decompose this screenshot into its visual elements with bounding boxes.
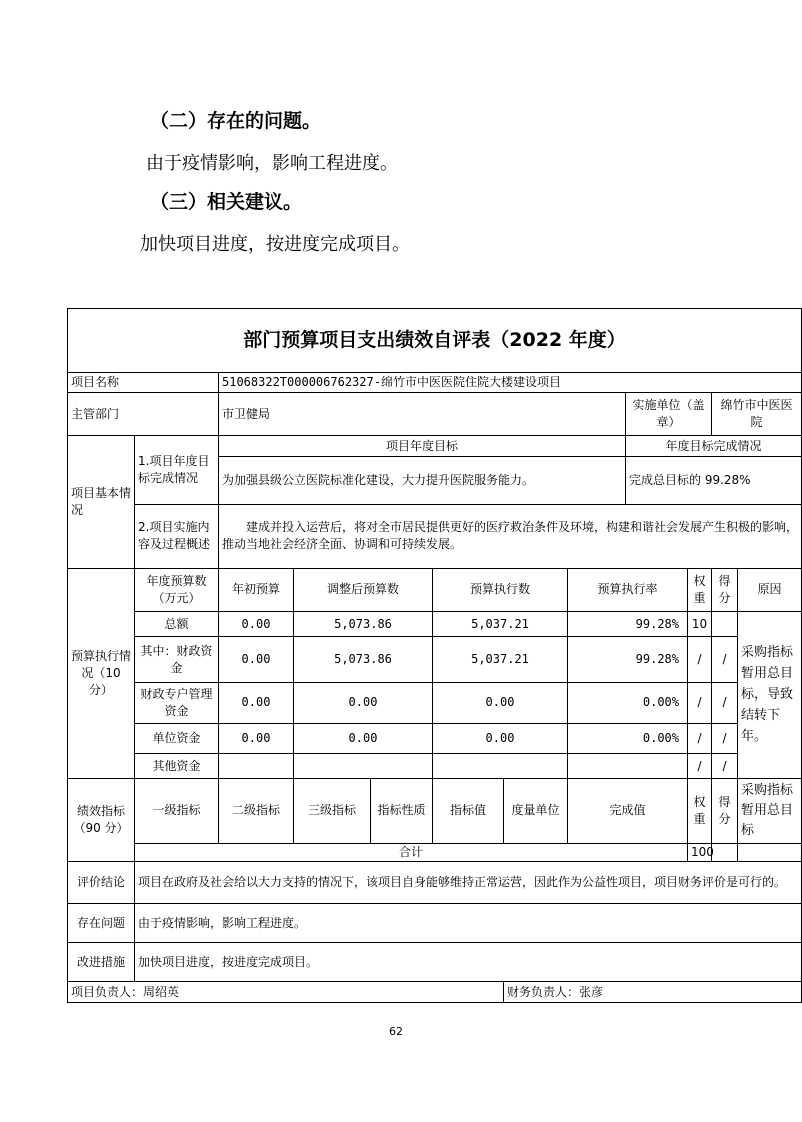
budget-header-rate: 预算执行率 (568, 568, 688, 611)
budget-row-score: / (712, 682, 738, 723)
budget-label: 预算执行情况（10 分） (68, 568, 135, 778)
perf-label: 绩效指标（90 分） (68, 779, 135, 862)
impl-unit-label: 实施单位（盖章） (626, 393, 712, 436)
impl-unit-value: 绵竹市中医医院 (712, 393, 802, 436)
conclusion-text: 项目在政府及社会给以大力支持的情况下，该项目自身能够维持正常运营，因此作为公益性项目，项目财务评价是可行的。 (135, 862, 802, 904)
budget-row-weight: 10 (688, 611, 712, 637)
budget-row-rate: 0.00% (568, 682, 688, 723)
budget-header-initial: 年初预算 (219, 568, 294, 611)
budget-row-score (712, 611, 738, 637)
budget-row-name: 其他资金 (135, 754, 219, 779)
problems-heading: （二）存在的问题。 (150, 110, 322, 132)
budget-row-weight: / (688, 754, 712, 779)
perf-header-level1: 一级指标 (135, 779, 219, 844)
content-text: 建成并投入运营后，将对全市居民提供更好的医疗救治条件及环境，构建和谐社会发展产生积极的影响，推动当地社会经济全面、协调和可持续发展。 (219, 505, 802, 569)
budget-row-weight: / (688, 637, 712, 682)
budget-header-adjusted: 调整后预算数 (294, 568, 433, 611)
budget-row-rate: 0.00% (568, 723, 688, 754)
budget-row-adjusted: 5,073.86 (294, 637, 433, 682)
budget-row-name: 单位资金 (135, 723, 219, 754)
basic-info-label: 项目基本情况 (68, 436, 135, 568)
budget-row-executed: 0.00 (433, 682, 568, 723)
perf-reason: 采购指标暂用总目标 (738, 779, 802, 844)
budget-reason: 采购指标暂用总目标，导致结转下年。 (738, 611, 802, 778)
budget-row-initial: 0.00 (219, 637, 294, 682)
budget-row-initial (219, 754, 294, 779)
suggestions-text: 加快项目进度，按进度完成项目。 (140, 234, 410, 255)
finance-lead: 财务负责人：张彦 (504, 982, 802, 1003)
perf-header-level2: 二级指标 (219, 779, 294, 844)
form-title: 部门预算项目支出绩效自评表（2022 年度） (68, 309, 802, 373)
project-name-label: 项目名称 (68, 372, 219, 393)
completion-text: 完成总目标的 99.28% (626, 456, 802, 504)
page-number: 62 (389, 1025, 403, 1038)
budget-row-adjusted: 5,073.86 (294, 611, 433, 637)
perf-header-value: 指标值 (433, 779, 504, 844)
budget-row-initial: 0.00 (219, 723, 294, 754)
budget-row-executed: 5,037.21 (433, 637, 568, 682)
total-reason (738, 843, 802, 861)
project-lead: 项目负责人：周绍英 (68, 982, 504, 1003)
budget-row-name: 其中：财政资金 (135, 637, 219, 682)
perf-header-level3: 三级指标 (294, 779, 371, 844)
problems-text: 由于疫情影响，影响工程进度。 (146, 153, 398, 174)
goal-completion-label: 1.项目年度目标完成情况 (135, 436, 219, 505)
budget-header-score: 得分 (712, 568, 738, 611)
perf-header-weight: 权重 (688, 779, 712, 844)
budget-header-year: 年度预算数（万元） (135, 568, 219, 611)
perf-header-unit: 度量单位 (504, 779, 568, 844)
improve-label: 改进措施 (68, 943, 135, 982)
perf-header-score: 得分 (712, 779, 738, 844)
budget-row-adjusted: 0.00 (294, 682, 433, 723)
budget-row-rate: 99.28% (568, 611, 688, 637)
issues-label: 存在问题 (68, 904, 135, 943)
suggestions-heading: （三）相关建议。 (150, 191, 303, 213)
project-name-value: 51068322T000006762327-绵竹市中医医院住院大楼建设项目 (219, 372, 802, 393)
total-score (712, 843, 738, 861)
goal-text: 为加强县级公立医院标准化建设，大力提升医院服务能力。 (219, 456, 626, 504)
budget-header-executed: 预算执行数 (433, 568, 568, 611)
budget-row-executed: 0.00 (433, 723, 568, 754)
budget-row-executed (433, 754, 568, 779)
budget-row-adjusted: 0.00 (294, 723, 433, 754)
budget-row-score: / (712, 723, 738, 754)
budget-row-executed: 5,037.21 (433, 611, 568, 637)
dept-value: 市卫健局 (219, 393, 626, 436)
budget-row-score: / (712, 754, 738, 779)
budget-header-weight: 权重 (688, 568, 712, 611)
budget-row-name: 财政专户管理资金 (135, 682, 219, 723)
perf-header-nature: 指标性质 (371, 779, 433, 844)
issues-text: 由于疫情影响，影响工程进度。 (135, 904, 802, 943)
total-label: 合计 (135, 843, 688, 861)
budget-row-rate: 99.28% (568, 637, 688, 682)
total-weight: 100 (688, 843, 712, 861)
dept-label: 主管部门 (68, 393, 219, 436)
budget-row-weight: / (688, 682, 712, 723)
self-evaluation-form (67, 308, 802, 1003)
budget-row-rate (568, 754, 688, 779)
goal-header: 项目年度目标 (219, 436, 626, 457)
budget-header-reason: 原因 (738, 568, 802, 611)
budget-row-initial: 0.00 (219, 611, 294, 637)
budget-row-adjusted (294, 754, 433, 779)
perf-header-actual: 完成值 (568, 779, 688, 844)
budget-row-weight: / (688, 723, 712, 754)
improve-text: 加快项目进度，按进度完成项目。 (135, 943, 802, 982)
conclusion-label: 评价结论 (68, 862, 135, 904)
budget-row-initial: 0.00 (219, 682, 294, 723)
budget-row-score: / (712, 637, 738, 682)
content-label: 2.项目实施内容及过程概述 (135, 505, 219, 569)
budget-row-name: 总额 (135, 611, 219, 637)
completion-header: 年度目标完成情况 (626, 436, 802, 457)
